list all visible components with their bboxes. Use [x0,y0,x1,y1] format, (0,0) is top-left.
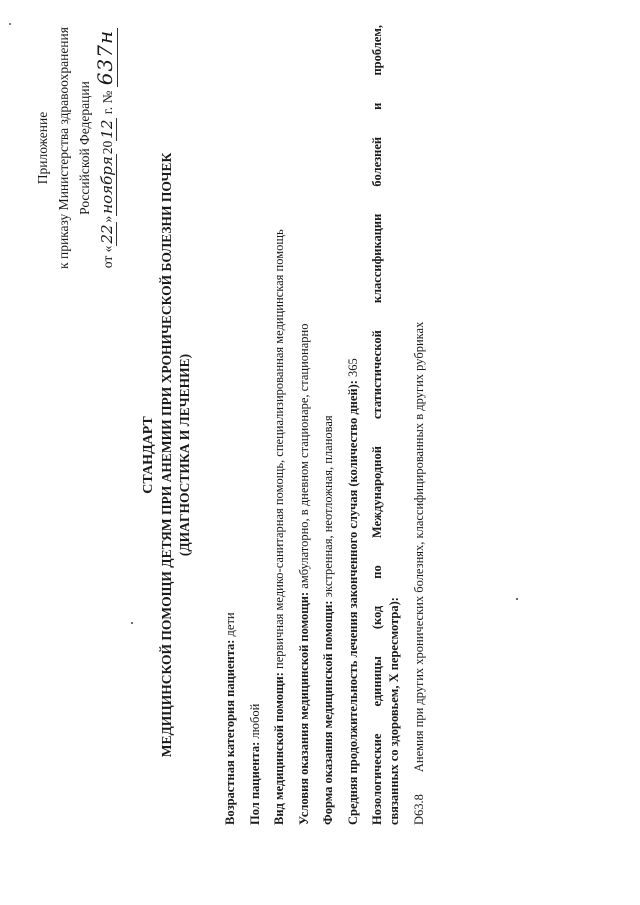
handwritten-order-number: 637н [93,29,117,86]
handwritten-month: ноября [98,156,116,214]
appendix-country-line: Российской Федерации [77,81,92,215]
field-sex: Пол пациента: любой [247,703,262,825]
handwritten-year: 12 [98,119,116,139]
title-standard: СТАНДАРТ [141,416,156,494]
document-title [140,65,194,845]
scan-speck [131,622,133,624]
field-form: Форма оказания медицинской помощи: экстренная, неотложная, плановая [321,415,335,825]
appendix-title: Приложение [35,111,50,185]
standard-fields [222,25,428,825]
field-care-type: Вид медицинской помощи: первичная медико-санитарная помощь, специализированная медицинская помощь [272,229,286,825]
icd-description: Анемия при других хронических болезнях, классифицированных в других рубриках [411,321,426,773]
field-duration: Средняя продолжительность лечения законченного случая (количество дней): 365 [345,358,360,825]
scan-speck [9,23,11,25]
title-line-2: (ДИАГНОСТИКА И ЛЕЧЕНИЕ) [177,353,192,557]
field-conditions: Условия оказания медицинской помощи: амбулаторно, в дневном стационаре, стационарно [296,323,311,825]
appendix-order-line: к приказу Министерства здравоохранения [56,27,71,269]
nosology-line-2: связанных со здоровьем, X пересмотра): [387,597,401,825]
icd-code: D63.8 [411,794,426,825]
appendix-date-line: от «22»ноября2012 г. № 637н [93,29,117,269]
appendix-block [32,3,118,293]
field-age: Возрастная категория пациента: дети [223,612,237,825]
nosology-code-row [411,25,428,825]
scan-speck [516,598,518,600]
nosology-line-1: Нозологические единицы (код по Международной статистической классификации болезней и проблем, [370,25,384,825]
handwritten-day: 22 [98,224,116,244]
title-line-1: МЕДИЦИНСКОЙ ПОМОЩИ ДЕТЯМ ПРИ АНЕМИИ ПРИ ХРОНИЧЕСКОЙ БОЛЕЗНИ ПОЧЕК [159,152,174,758]
field-nosology [369,25,403,825]
